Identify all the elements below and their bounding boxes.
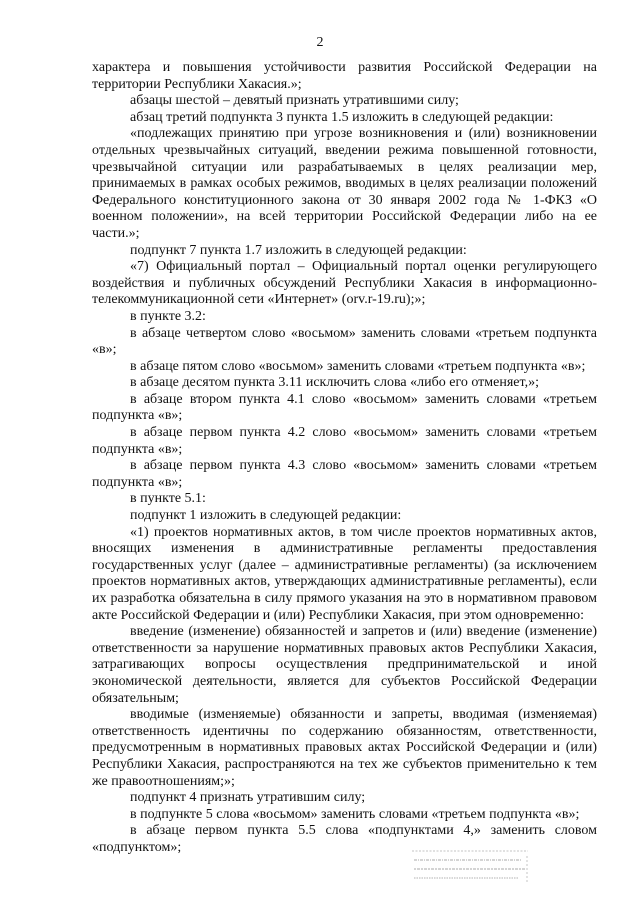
paragraph-1: характера и повышения устойчивости развития Российской Федерации на территории Республики Хакасия.»;: [92, 60, 597, 92]
page-number: 2: [316, 35, 324, 50]
document-body: [92, 60, 597, 857]
paragraph-6: «7) Официальный портал – Официальный портал оценки регулирующего воздействия и публичных обсуждений Республики Хакасия в информационно-телекоммуникационной сети «Интернет» (orv.r-19.ru);»;: [92, 259, 597, 308]
paragraph-10: в абзаце десятом пункта 3.11 исключить слова «либо его отменяет,»;: [130, 375, 539, 391]
paragraph-9: в абзаце пятом слово «восьмом» заменить словами «третьем подпункта «в»;: [130, 358, 586, 374]
stamp-graphic: [410, 848, 530, 886]
paragraph-12: в абзаце первом пункта 4.2 слово «восьмом» заменить словами «третьем подпункта «в»;: [92, 425, 597, 457]
paragraph-13: в абзаце первом пункта 4.3 слово «восьмом» заменить словами «третьем подпункта «в»;: [92, 458, 597, 490]
paragraph-7: в пункте 3.2:: [130, 308, 206, 324]
paragraph-15: подпункт 1 изложить в следующей редакции:: [130, 508, 402, 524]
paragraph-8: в абзаце четвертом слово «восьмом» заменить словами «третьем подпункта «в»;: [92, 325, 597, 358]
paragraph-17: введение (изменение) обязанностей и запретов и (или) введение (изменение) ответственности за нарушение нормативных правовых актов Республики Хакасия, затрагивающих вопросы осуществления предпринимательской и иной экономической деятельности, является для субъектов Российской Федерации обязательным;: [92, 624, 597, 706]
paragraph-2: абзацы шестой – девятый признать утратившими силу;: [130, 93, 459, 109]
paragraph-14: в пункте 5.1:: [130, 491, 206, 507]
registration-stamp: [410, 848, 530, 886]
paragraph-21: в абзаце первом пункта 5.5 слова «подпунктами 4,» заменить словом «подпунктом»;: [92, 823, 597, 855]
paragraph-16: «1) проектов нормативных актов, в том числе проектов нормативных актов, вносящих изменения в административные регламенты предоставления государственных услуг (далее – административные регламенты) (за исключением проектов нормативных актов, утверждающих административные регламенты), если их разработка обязательна в силу прямого указания на это в нормативном правовом акте Российской Федерации и (или) Республики Хакасия, при этом одновременно:: [92, 524, 597, 623]
paragraph-18: вводимые (изменяемые) обязанности и запреты, вводимая (изменяемая) ответственность идентичны по содержанию обязанностям, ответственности, предусмотренным в нормативных правовых актах Российской Федерации и (или) Республики Хакасия, распространяются на тех же субъектов применительно к тем же правоотношениям;»;: [92, 707, 597, 789]
paragraph-4: «подлежащих принятию при угрозе возникновения и (или) возникновении отдельных чрезвычайных ситуаций, введении режима повышенной готовности, чрезвычайной ситуации или разрабатываемых в целях реализации мер, принимаемых в рамках особых режимов, вводимых в целях реализации положений Федерального конституционного закона от 30 января 2002 года № 1-ФКЗ «О военном положении», на всей территории Российской Федерации либо на ее части.»;: [92, 126, 597, 241]
paragraph-19: подпункт 4 признать утратившим силу;: [130, 790, 366, 806]
paragraph-11: в абзаце втором пункта 4.1 слово «восьмом» заменить словами «третьем подпункта «в»;: [92, 391, 597, 424]
paragraph-20: в подпункте 5 слова «восьмом» заменить словами «третьем подпункта «в»;: [130, 806, 580, 822]
paragraph-3: абзац третий подпункта 3 пункта 1.5 изложить в следующей редакции:: [130, 109, 554, 125]
paragraph-5: подпункт 7 пункта 1.7 изложить в следующей редакции:: [130, 242, 467, 258]
